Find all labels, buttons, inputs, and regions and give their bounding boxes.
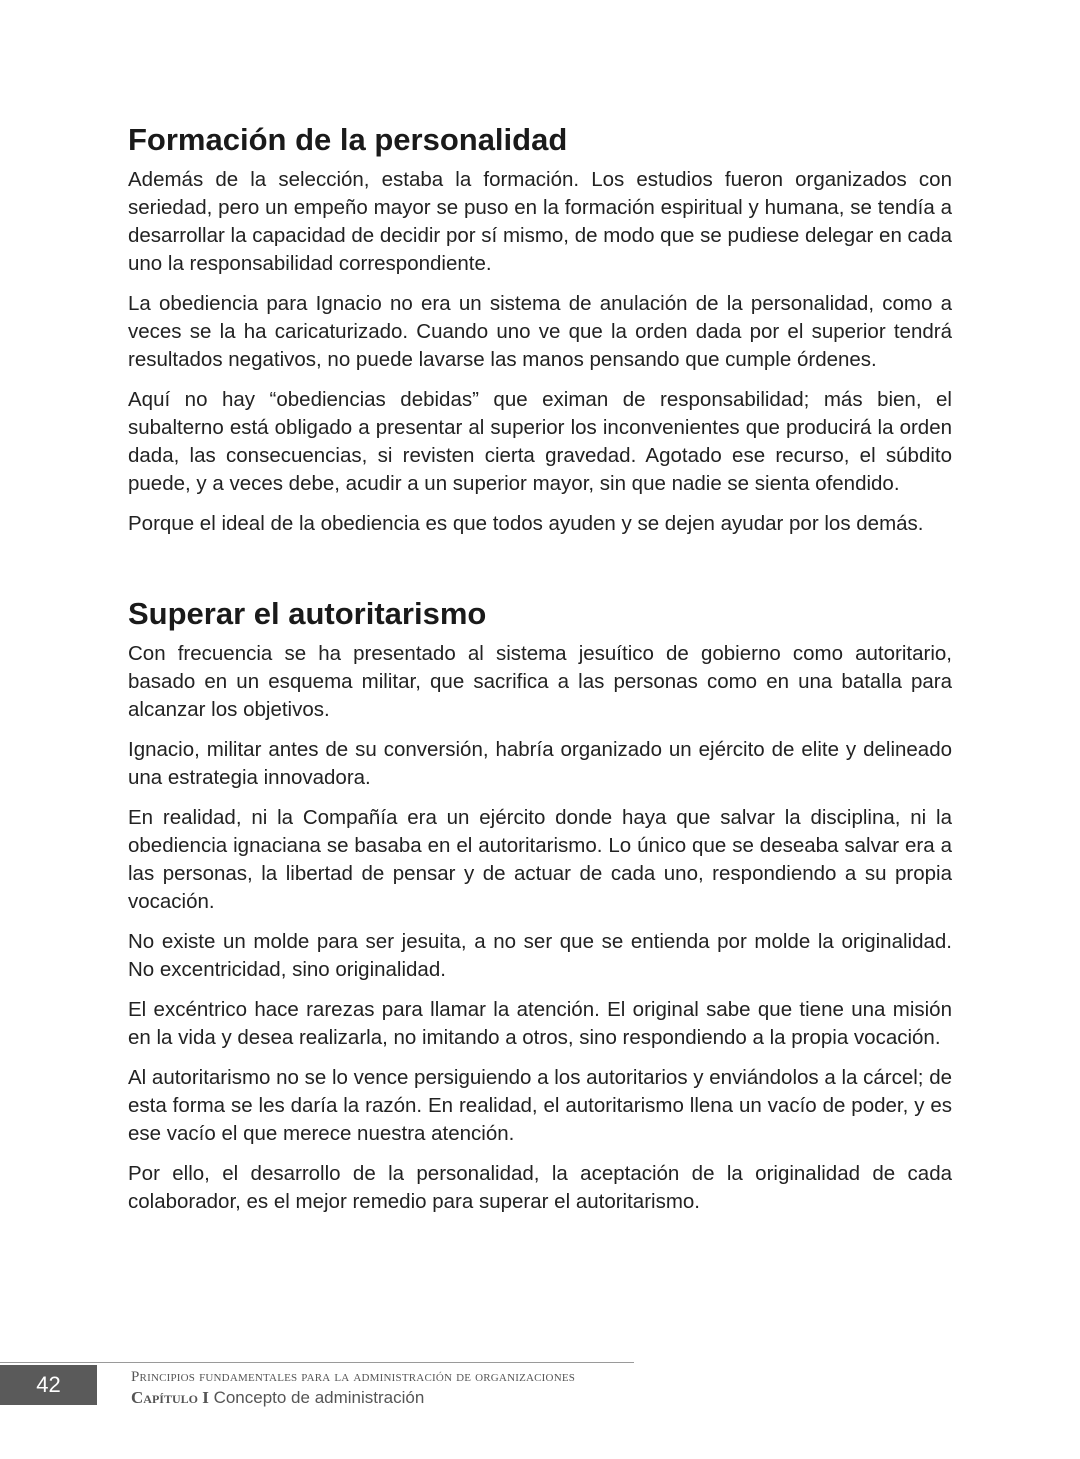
section-title: Superar el autoritarismo [128,596,487,631]
paragraph: El excéntrico hace rarezas para llamar la atención. El original sabe que tiene una misión en la vida y desea realizarla, no imitando a otros, sino respondiendo a la propia vocación. [128,998,952,1049]
page-body [128,120,952,1228]
paragraph: No existe un molde para ser jesuita, a no ser que se entienda por molde la originalidad. No excentricidad, sino originalidad. [128,930,952,981]
paragraph: En realidad, ni la Compañía era un ejército donde haya que salvar la disciplina, ni la obediencia ignaciana se basaba en el autoritarismo. Lo único que se deseaba salvar era a las personas, la libertad de pensar y de actuar de cada uno, respondiendo a su propia vocación. [128,806,952,913]
running-footer [131,1367,575,1409]
footer-divider [0,1362,634,1363]
paragraph: Al autoritarismo no se lo vence persiguiendo a los autoritarios y enviándolos a la cárcel; de esta forma se les daría la razón. En realidad, el autoritarismo llena un vacío de poder, y es ese vacío el que merece nuestra atención. [128,1066,952,1145]
section-autoritarismo [128,594,952,1216]
paragraph: Además de la selección, estaba la formación. Los estudios fueron organizados con seriedad, pero un empeño mayor se puso en la formación espiritual y humana, se tendía a desarrollar la capacidad de decidir por sí mismo, de modo que se pudiese delegar en cada uno la responsabilidad correspondiente. [128,168,952,275]
chapter-label: Capítulo I [131,1388,209,1407]
paragraph: Porque el ideal de la obediencia es que todos ayuden y se dejen ayudar por los demás. [128,512,924,535]
book-title: Principios fundamentales para la administración de organizaciones [131,1369,576,1385]
chapter-line [131,1387,575,1409]
section-title: Formación de la personalidad [128,122,568,157]
paragraph: Aquí no hay “obediencias debidas” que eximan de responsabilidad; más bien, el subalterno está obligado a presentar al superior los inconvenientes que producirá la orden dada, las consecuencias, si revisten cierta gravedad. Agotado ese recurso, el súbdito puede, y a veces debe, acudir a un superior mayor, sin que nadie se sienta ofendido. [128,388,952,495]
section-formacion [128,120,952,538]
chapter-title: Concepto de administración [213,1388,425,1407]
paragraph: Ignacio, militar antes de su conversión, habría organizado un ejército de elite y delineado una estrategia innovadora. [128,738,952,789]
paragraph: Por ello, el desarrollo de la personalidad, la aceptación de la originalidad de cada colaborador, es el mejor remedio para superar el autoritarismo. [128,1162,952,1213]
paragraph: La obediencia para Ignacio no era un sistema de anulación de la personalidad, como a veces se la ha caricaturizado. Cuando uno ve que la orden dada por el superior tendrá resultados negativos, no puede lavarse las manos pensando que cumple órdenes. [128,292,952,371]
page-number: 42 [36,1372,61,1397]
paragraph: Con frecuencia se ha presentado al sistema jesuítico de gobierno como autoritario, basado en un esquema militar, que sacrifica a las personas como en una batalla para alcanzar los objetivos. [128,642,952,721]
page-number-badge [0,1365,97,1405]
